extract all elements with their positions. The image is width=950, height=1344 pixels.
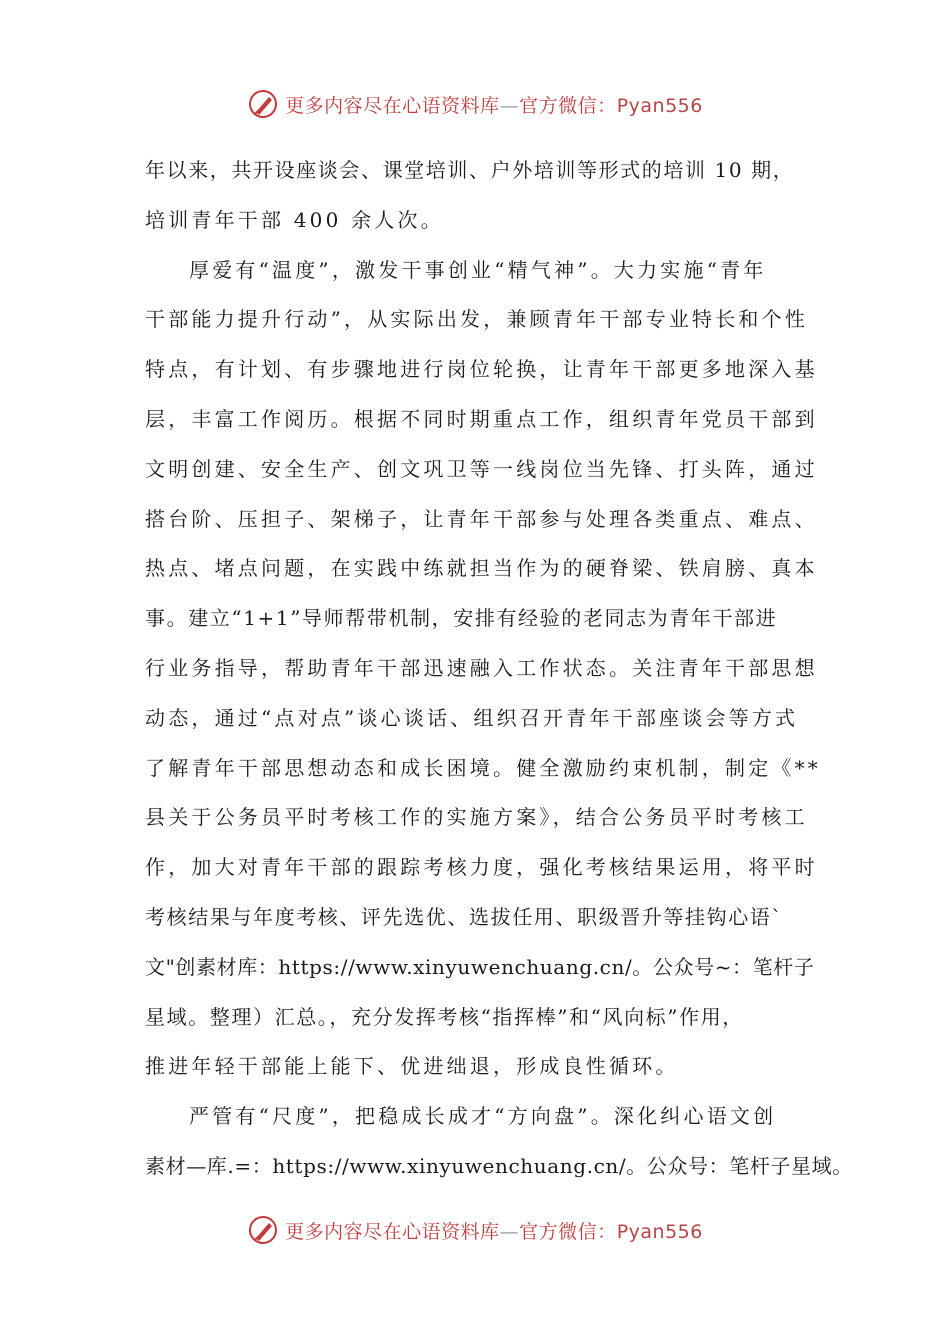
- text-line: 特点，有计划、有步骤地进行岗位轮换，让青年干部更多地深入基: [145, 357, 818, 382]
- banner-text: [285, 91, 703, 118]
- text-line: 严管有“尺度”，把稳成长成才“方向盘”。深化纠心语文创: [189, 1104, 777, 1129]
- text-line: 年以来，共开设座谈会、课堂培训、户外培训等形式的培训 10 期，: [145, 158, 795, 182]
- footer-banner: [0, 1210, 950, 1250]
- text-line: 文明创建、安全生产、创文巩卫等一线岗位当先锋、打头阵，通过: [145, 456, 818, 481]
- text-line: 干部能力提升行动”，从实际出发，兼顾青年干部专业特长和个性: [145, 307, 809, 332]
- pen-seal-icon: [247, 88, 279, 120]
- banner-wechat-label: 官方微信：: [519, 94, 617, 117]
- text-line: 搭台阶、压担子、架梯子，让青年干部参与处理各类重点、难点、: [145, 506, 818, 531]
- banner-dash: —: [499, 1220, 520, 1243]
- text-line: 动态，通过“点对点”谈心谈话、组织召开青年干部座谈会等方式: [145, 705, 799, 730]
- banner-text: [285, 1217, 703, 1244]
- banner-dash: —: [499, 94, 520, 117]
- text-line: 行业务指导，帮助青年干部迅速融入工作状态。关注青年干部思想: [145, 655, 818, 680]
- text-line: 事。建立“1+1”导师帮带机制，安排有经验的老同志为青年干部进: [145, 606, 778, 631]
- banner-wechat-id: Pyan556: [616, 94, 703, 117]
- text-line: 考核结果与年度考核、评先选优、选拔任用、职级晋升等挂钩心语`: [145, 904, 783, 929]
- text-line: 作，加大对青年干部的跟踪考核力度，强化考核结果运用，将平时: [145, 855, 818, 880]
- text-line: 热点、堵点问题，在实践中练就担当作为的硬脊梁、铁肩膀、真本: [145, 556, 818, 581]
- header-banner: [0, 84, 950, 124]
- banner-wechat-id: Pyan556: [616, 1220, 703, 1243]
- text-line: 文"创素材库：https://www.xinyuwenchuang.cn/。公众号~：笔杆子: [145, 954, 815, 979]
- text-line: 层，丰富工作阅历。根据不同时期重点工作，组织青年党员干部到: [145, 406, 818, 431]
- body-text: [145, 150, 853, 1196]
- text-line: 县关于公务员平时考核工作的实施方案》，结合公务员平时考核工: [145, 805, 808, 830]
- banner-main-text: 更多内容尽在心语资料库: [285, 1220, 500, 1243]
- pen-seal-icon: [247, 1214, 279, 1246]
- text-line: 了解青年干部思想动态和成长困境。健全激励约束机制，制定《**: [145, 755, 821, 780]
- text-line: 培训青年干部 400 余人次。: [145, 207, 444, 232]
- banner-wechat-label: 官方微信：: [519, 1220, 617, 1243]
- text-line: 厚爱有“温度”，激发干事创业“精气神”。大力实施“青年: [189, 257, 767, 282]
- banner-main-text: 更多内容尽在心语资料库: [285, 94, 500, 117]
- text-line: 素材—库.=：https://www.xinyuwenchuang.cn/。公众号：笔杆子星域。: [145, 1153, 853, 1178]
- text-line: 推进年轻干部能上能下、优进绌退，形成良性循环。: [145, 1054, 679, 1079]
- text-line: 星域。整理）汇总。，充分发挥考核“指挥棒”和“风向标”作用，: [145, 1004, 744, 1029]
